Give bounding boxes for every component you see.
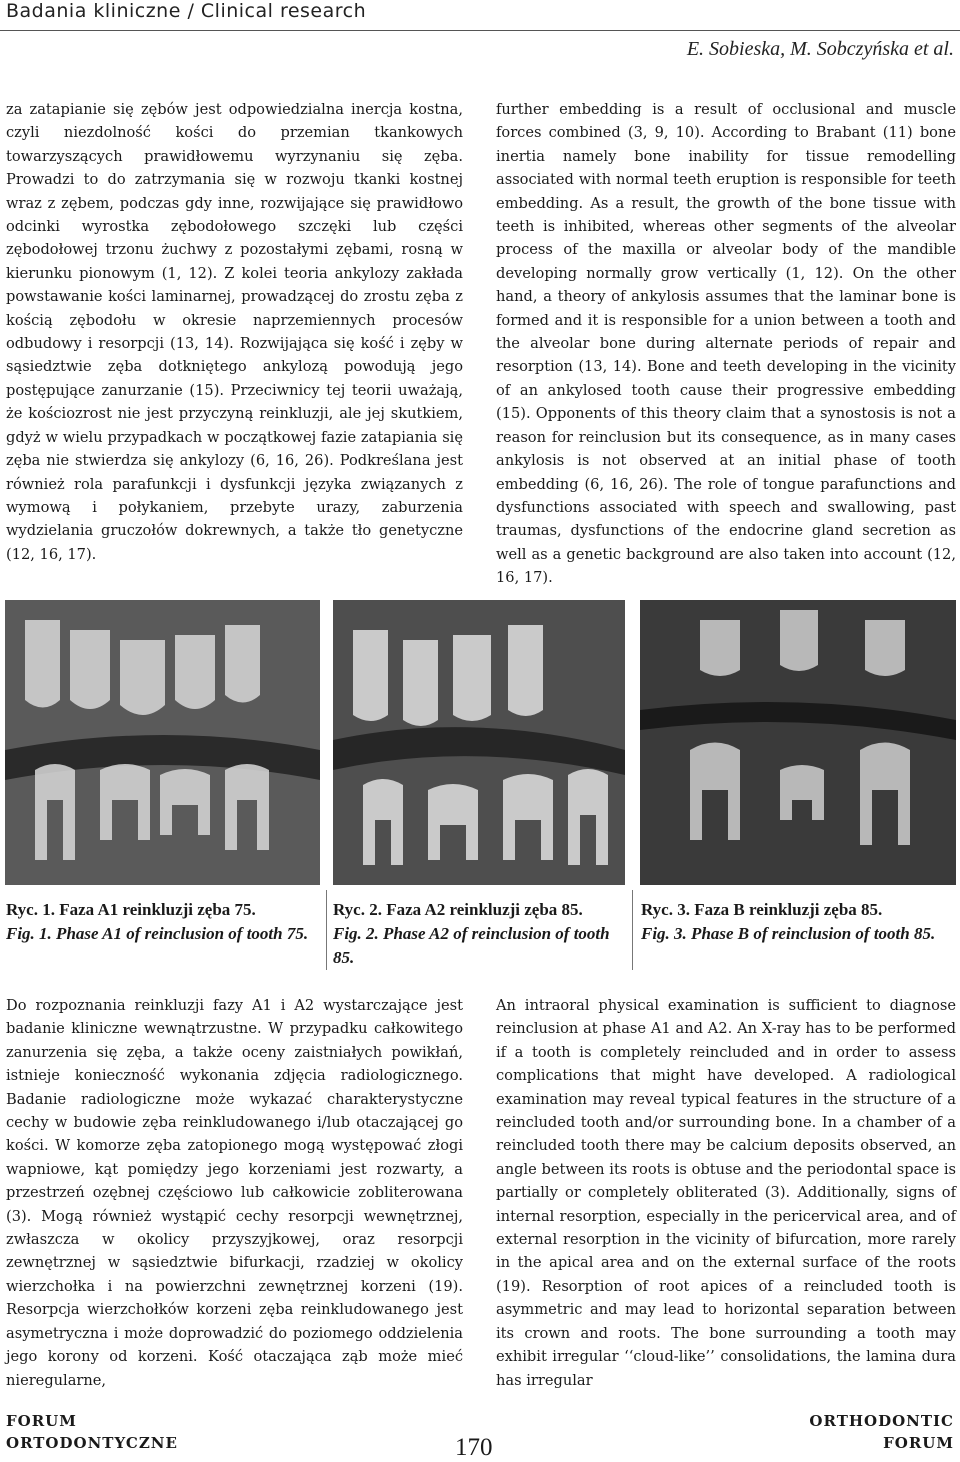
figure-1-caption <box>6 898 324 946</box>
figure-2-caption-en: Fig. 2. Phase A2 of reinclusion of tooth 85. <box>333 924 610 967</box>
running-header-section: Badania kliniczne / Clinical research <box>6 0 367 22</box>
page-number: 170 <box>455 1434 493 1461</box>
figure-3-caption-en: Fig. 3. Phase B of reinclusion of tooth 85. <box>641 924 936 943</box>
running-header-authors: E. Sobieska, M. Sobczyńska et al. <box>686 38 954 60</box>
paragraph-pl-top: za zatapianie się zębów jest odpowiedzialna inercja kostna, czyli niezdolność kości do przemian tkankowych towarzyszących prawidłowemu wyrzynaniu się zęba. Prowadzi to do zatrzymania się w rozwoju tkanki kostnej wraz z zębem, podczas gdy inne, rozwijające się prawidłowo odcinki wyrostka zębodołowego szczęki lub części zębodołowej trzonu żuchwy z pozostałymi zębami, rosną w kierunku pionowym (1, 12). Z kolei teoria ankylozy zakłada powstawanie kości laminarnej, prowadzącej do zrostu zęba z kością zębodołu w okresie naprzemiennych procesów odbudowy i resorpcji (13, 14). Rozwijająca się kość i zęby w sąsiedztwie zęba dotkniętego ankylozą powodują jego postępujące zanurzanie (15). Przeciwnicy tej teorii uważają, że kościozrost nie jest przyczyną reinkluzji, ale jej skutkiem, gdyż w wielu przypadkach w początkowej fazie zatapiania się zęba nie stwierdza się ankylozy (6, 16, 26). Podkreślana jest również rola parafunkcji i dysfunkcji języka związanych z wymową i połykaniem, przebyte urazy, zaburzenia wydzielania gruczołów dokrewnych, a także tło genetyczne (12, 16, 17). <box>6 101 463 563</box>
footer-right-line1: ORTHODONTIC <box>809 1412 954 1430</box>
paragraph-en-bottom: An intraoral physical examination is sufficient to diagnose reinclusion at phase A1 and A2. An X-ray has to be performed if a tooth is completely reincluded and in order to assess complications that might have developed. A radiological examination may reveal typical features in the structure of a reincluded tooth and/or surrounding bone. In a chamber of a reincluded tooth there may be calcium deposits observed, an angle between its roots is obtuse and the periodontal space is partially or completely obliterated (3). Additionally, signs of internal resorption, especially in the pericervical area, and of external resorption in the vicinity of bifurcation, more rarely in the apical area and on the external surface of the roots (19). Resorption of root apices of a reincluded tooth is asymmetric and may lead to horizontal separation between its crown and roots. The bone surrounding a tooth may exhibit irregular ‘‘cloud-like’’ consolidations, the lamina dura has irregular <box>496 997 956 1389</box>
radiograph-1-image <box>5 600 320 885</box>
footer-left-line2: ORTODONTYCZNE <box>6 1434 178 1452</box>
figure-1-caption-pl: Ryc. 1. Faza A1 reinkluzji zęba 75. <box>6 900 256 919</box>
figure-2-caption <box>333 898 629 970</box>
radiograph-figure-2 <box>333 600 625 885</box>
figure-3-caption <box>641 898 959 946</box>
footer-left-line1: FORUM <box>6 1412 77 1430</box>
radiograph-2-image <box>333 600 625 885</box>
english-text-column-bottom <box>496 994 956 1392</box>
caption-divider-1 <box>326 890 327 970</box>
polish-text-column-top <box>6 98 463 566</box>
header-divider <box>0 30 960 31</box>
paragraph-pl-bottom: Do rozpoznania reinkluzji fazy A1 i A2 wystarczające jest badanie kliniczne wewnątrzustne. W przypadku całkowitego zanurzenia się zęba, a także oceny zaistniałych powikłań, istnieje konieczność wykonania zdjęcia radiologicznego. Badanie radiologiczne może wykazać charakterystyczne cechy w budowie zęba reinkludowanego i/lub otaczającej go kości. W komorze zęba zatopionego mogą występować złogi wapniowe, kąt pomiędzy jego korzeniami jest rozwarty, a przestrzeń ozębnej częściowo lub całkowicie zobliterowana (3). Mogą również wystąpić cechy resorpcji wewnętrznej, zwłaszcza w okolicy przyszyjkowej, oraz resorpcji zewnętrznej w sąsiedztwie bifurkacji, rzadziej w okolicy wierzchołka i na powierzchni zewnętrznej korzeni (19). Resorpcja wierzchołków korzeni zęba reinkludowanego jest asymetryczna i może doprowadzić do poziomego oddzielenia jego korony od korzeni. Kość otaczająca ząb może mieć nieregularne, <box>6 997 463 1389</box>
figure-3-caption-pl: Ryc. 3. Faza B reinkluzji zęba 85. <box>641 900 883 919</box>
radiograph-figure-3 <box>640 600 956 885</box>
english-text-column-top <box>496 98 956 590</box>
radiograph-3-image <box>640 600 956 885</box>
polish-text-column-bottom <box>6 994 463 1392</box>
caption-divider-2 <box>632 890 633 970</box>
paragraph-en-top: further embedding is a result of occlusional and muscle forces combined (3, 9, 10). According to Brabant (11) bone inertia namely bone inability for tissue remodelling associated with normal teeth eruption is responsible for teeth embedding. As a result, the growth of the bone tissue with teeth is inhibited, whereas other segments of the alveolar process of the maxilla or alveolar body of the mandible developing normally grow vertically (1, 12). On the other hand, a theory of ankylosis assumes that the laminar bone is formed and it is responsible for a union between a tooth and the alveolar bone during alternate periods of repair and resorption (13, 14). Bone and teeth developing in the vicinity of an ankylosed tooth cause their progressive embedding (15). Opponents of this theory claim that a synostosis is not a reason for reinclusion but its consequence, as in many cases ankylosis is not observed at an initial phase of tooth embedding (6, 16, 26). The role of tongue parafunctions and dysfunctions associated with speech and swallowing, past traumas, dysfunctions of the endocrine gland secretion as well as a genetic background are also taken into account (12, 16, 17). <box>496 101 956 587</box>
figure-2-caption-pl: Ryc. 2. Faza A2 reinkluzji zęba 85. <box>333 900 583 919</box>
figure-1-caption-en: Fig. 1. Phase A1 of reinclusion of tooth 75. <box>6 924 309 943</box>
footer-right-line2: FORUM <box>883 1434 954 1452</box>
journal-name-polish <box>6 1410 178 1454</box>
journal-name-english <box>809 1410 954 1454</box>
radiograph-figure-1 <box>5 600 320 885</box>
